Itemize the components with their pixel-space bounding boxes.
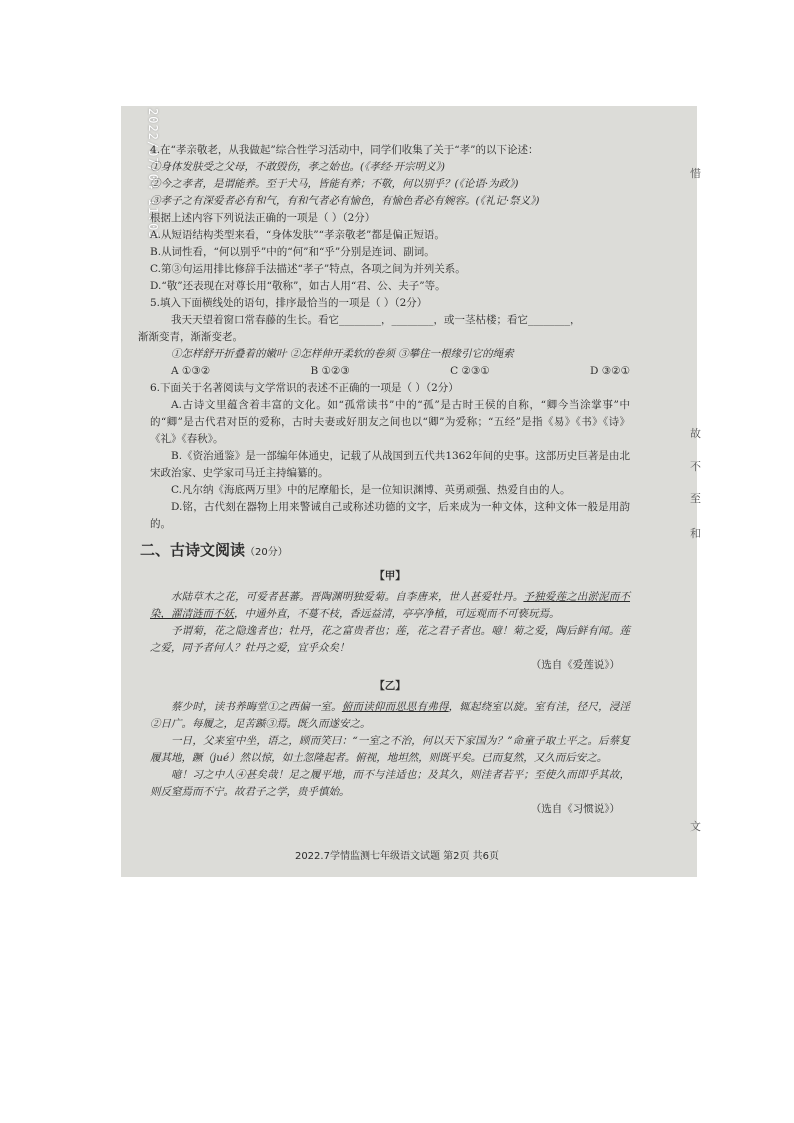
edge-char: 文: [690, 820, 701, 833]
passage-label-jia: 【甲】: [374, 570, 406, 582]
q6-option: D.铭，古代刻在器物上用来警诫自己或称述功德的文字，后来成为一种文体，这种文体一般是用韵的。: [150, 501, 630, 530]
yi-underlined: 俯而读仰而思思有弗得: [341, 701, 449, 713]
q5-choices: [150, 363, 630, 380]
page-footer: 2022.7学情监测七年级语文试题 第2页 共6页: [294, 851, 500, 862]
section-score: （20分）: [245, 547, 288, 558]
edge-char: 至: [690, 492, 701, 505]
yi-text: 蔡少时，读书养晦堂①之西偏一室。: [171, 701, 342, 713]
section-title-text: 二、古诗文阅读: [140, 541, 246, 559]
yi-paragraph: 噫！习之中人④甚矣哉！足之履平地，而不与洼适也；及其久，则洼者若平；至使久而即乎其故，则反窒焉而不宁。故君子之学，贵乎慎始。: [150, 769, 630, 798]
q6-option: B.《资治通鉴》是一部编年体通史，记载了从战国到五代共1362年间的史事。这部历史巨著是由北宋政治家、史学家司马迁主持编纂的。: [150, 450, 630, 479]
q5-text: 我天天望着窗口常春藤的生长。看它________，________，或一茎枯楼；看它________，: [171, 314, 581, 326]
q4-option: D.“敬”还表现在对尊长用“敬称”，如古人用“君、公、夫子”等。: [150, 280, 446, 292]
q5-text: 渐渐变青，渐渐变老。: [138, 331, 243, 343]
q4-quote: ③孝子之有深爱者必有和气，有和气者必有愉色，有愉色者必有婉容。(《礼记·祭义》): [150, 195, 540, 207]
q5-items: ①怎样舒开折叠着的嫩叶 ②怎样伸开柔软的卷须 ③攀住一根缘引它的绳索: [171, 348, 514, 360]
q6-option: A.古诗文里蕴含着丰富的文化。如“孤常读书”中的“孤”是古时王侯的自称，“卿今当涂掌事”中的“卿”是古代君对臣的爱称，古时夫妻或好朋友之间也以“卿”为爱称；“五经”是指《易》《书》《诗》《礼》《春秋》。: [150, 399, 630, 445]
q5-stem: 5.填入下面横线处的语句，排序最恰当的一项是（ ）（2分）: [150, 297, 428, 309]
edge-char: 和: [690, 527, 701, 540]
jia-paragraph: [150, 589, 630, 623]
jia-underlined: 予独爱莲之出淤泥而不染，濯清涟而不妖: [150, 591, 631, 620]
edge-char: 惜: [690, 167, 701, 180]
passage-label-yi: 【乙】: [374, 680, 406, 692]
q5-choice: D ③②①: [589, 365, 630, 377]
q5-choice: B ①②③: [310, 365, 350, 377]
edge-char: 故: [690, 427, 701, 440]
yi-text: ，辄起绕室以旋。室有洼，径尺，浸淫②日广。每履之，足苦踬③焉。既久而遂安之。: [150, 701, 631, 730]
q6-option: C.凡尔纳《海底两万里》中的尼摩船长，是一位知识渊博、英勇顽强、热爱自由的人。: [171, 484, 571, 496]
q4-quote: ①身体发肤受之父母，不敢毁伤，孝之始也。(《孝经·开宗明义》): [150, 161, 446, 173]
page-content: [138, 142, 631, 818]
yi-source: （选自《习惯说》）: [530, 803, 620, 815]
q4-stem: 4.在“孝亲敬老，从我做起”综合性学习活动中，同学们收集了关于“孝”的以下论述：: [150, 144, 539, 156]
photo-timestamp: 2022/07/04 11:03: [146, 108, 160, 240]
q4-option: C.第③句运用排比修辞手法描述“孝子”特点，各项之间为并列关系。: [150, 263, 466, 275]
q5-choice: C ②③①: [450, 365, 490, 377]
q6-stem: 6.下面关于名著阅读与文学常识的表述不正确的一项是（ ）（2分）: [150, 382, 459, 394]
q4-option: A.从短语结构类型来看，“身体发肤”“孝亲敬老”都是偏正短语。: [150, 229, 445, 241]
jia-paragraph: 予谓菊，花之隐逸者也；牡丹，花之富贵者也；莲，花之君子者也。噫！菊之爱，陶后鲜有闻。莲之爱，同予者何人？牡丹之爱，宜乎众矣！: [150, 625, 630, 654]
section-title: [140, 539, 630, 564]
edge-char: 不: [690, 460, 701, 473]
yi-paragraph: 一日，父来室中坐，语之，顾而笑曰：“一室之不治，何以天下家国为？”命童子取土平之。后蔡复履其地，蹶（jué）然以惊，如土忽隆起者。俯视，地坦然，则既平矣。已而复然，又久而后安之。: [150, 735, 630, 764]
jia-text: 水陆草木之花，可爱者甚蕃。晋陶渊明独爱菊。自李唐来，世人甚爱牡丹。: [171, 591, 524, 603]
q5-choice: A ①③②: [171, 365, 211, 377]
jia-source: （选自《爱莲说》）: [530, 659, 620, 671]
q4-quote: ②今之孝者，是谓能养。至于犬马，皆能有养；不敬，何以别乎？(《论语·为政》): [150, 178, 519, 190]
jia-text: ，中通外直，不蔓不枝，香远益清，亭亭净植，可远观而不可亵玩焉。: [234, 608, 560, 620]
q4-ask: 根据上述内容下列说法正确的一项是（ ）（2分）: [150, 212, 376, 224]
q4-option: B.从词性看，“何以别乎”中的“何”和“乎”分别是连词、副词。: [150, 246, 435, 258]
yi-paragraph: [150, 699, 630, 733]
